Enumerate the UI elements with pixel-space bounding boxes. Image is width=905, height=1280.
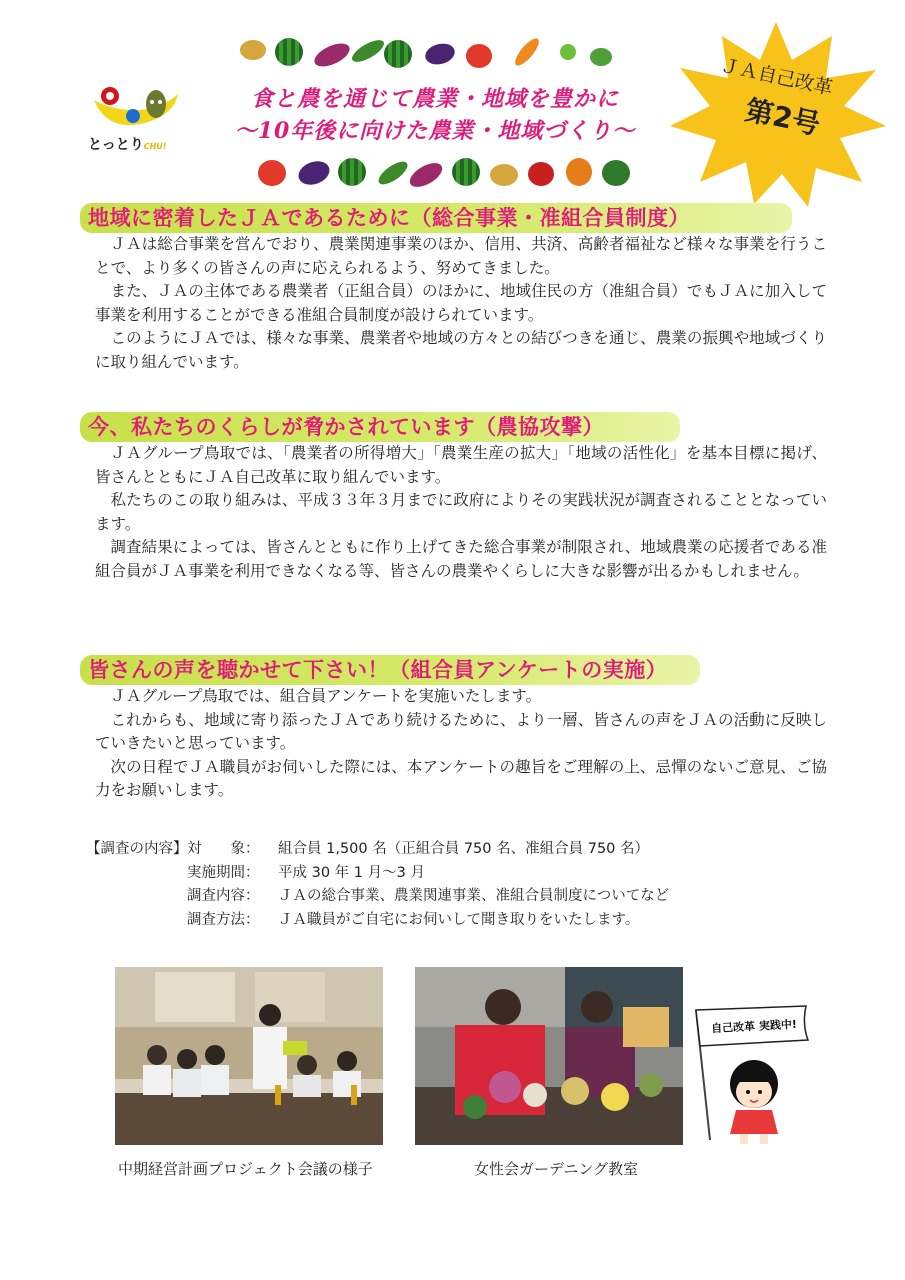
carrot-icon bbox=[511, 35, 542, 69]
photo-caption-gardening: 女性会ガーデニング教室 bbox=[474, 1160, 639, 1178]
survey-label: 調査内容： bbox=[187, 888, 260, 904]
survey-label: 対 象： bbox=[187, 841, 260, 857]
herb-icon bbox=[590, 48, 612, 66]
badge-issue-number: 第2号 bbox=[742, 93, 824, 142]
watermelon-icon bbox=[384, 40, 412, 68]
cucumber-icon bbox=[375, 158, 411, 189]
tottori-logo bbox=[88, 82, 183, 154]
section1-paragraph: また、ＪＡの主体である農業者（正組合員）のほかに、地域住民の方（准組合員）でもＪＡに加入して事業を利用することができる准組合員制度が設けられています。 bbox=[95, 282, 827, 324]
photo-gardening bbox=[415, 967, 683, 1145]
section3-heading: 皆さんの声を聴かせて下さい！（組合員アンケートの実施） bbox=[88, 658, 668, 682]
logo-text-jp: とっとり bbox=[88, 137, 144, 153]
survey-row bbox=[86, 885, 669, 909]
tomato-icon bbox=[258, 160, 286, 186]
survey-row bbox=[86, 862, 669, 886]
survey-value: 組合員 1,500 名（正組合員 750 名、准組合員 750 名） bbox=[278, 841, 650, 857]
survey-heading: 【調査の内容】 bbox=[86, 841, 188, 857]
section1-paragraph: このようにＪＡでは、様々な事業、農業者や地域の方々との結びつきを通じ、農業の振興や地域づくりに取り組んでいます。 bbox=[95, 329, 827, 371]
survey-label: 調査方法： bbox=[187, 911, 260, 928]
photo-meeting bbox=[115, 967, 383, 1145]
photo-caption-meeting: 中期経営計画プロジェクト会議の様子 bbox=[118, 1160, 373, 1178]
survey-details bbox=[86, 838, 669, 932]
eggplant-icon bbox=[295, 157, 333, 189]
section3-paragraph: 次の日程でＪＡ職員がお伺いした際には、本アンケートの趣旨をご理解の上、忌憚のないご意見、ご協力をお願いします。 bbox=[95, 757, 827, 799]
logo-text bbox=[88, 134, 166, 154]
mascot-flag-text: 自己改革 実践中! bbox=[710, 1017, 798, 1036]
section2-paragraph: 調査結果によっては、皆さんとともに作り上げてきた総合事業が制限され、地域農業の応援者である准組合員がＪＡ事業を利用できなくなる等、皆さんの農業やくらしに大きな影響が出るかもしれません。 bbox=[95, 538, 827, 580]
watermelon-icon bbox=[275, 38, 303, 66]
logo-text-en: CHU! bbox=[143, 142, 167, 151]
section2-body bbox=[95, 442, 827, 583]
page-title-line2: ～10年後に向けた農業・地域づくり～ bbox=[234, 118, 636, 144]
sweet-potato-icon bbox=[311, 39, 353, 71]
badge-line1: ＪＡ自己改革 bbox=[718, 54, 835, 100]
potato-icon bbox=[240, 40, 266, 60]
section2-paragraph: ＪＡグループ鳥取では、「農業者の所得増大」「農業生産の拡大」「地域の活性化」を基本目標に掲げ、皆さんとともにＪＡ自己改革に取り組んでいます。 bbox=[95, 444, 827, 486]
section1-body bbox=[95, 233, 827, 374]
eggplant-icon bbox=[423, 40, 457, 67]
survey-value: 平成 30 年 1 月～3 月 bbox=[278, 864, 425, 881]
broccoli-icon bbox=[602, 160, 630, 186]
survey-value: ＪＡの総合事業、農業関連事業、准組合員制度についてなど bbox=[278, 888, 670, 904]
section3-paragraph: ＪＡグループ鳥取では、組合員アンケートを実施いたします。 bbox=[110, 687, 542, 705]
section3-paragraph: これからも、地域に寄り添ったＪＡであり続けるために、より一層、皆さんの声をＪＡの活動に反映していきたいと思っています。 bbox=[95, 710, 827, 752]
survey-row bbox=[86, 909, 669, 933]
onion-icon bbox=[566, 158, 592, 186]
leaf-icon bbox=[560, 44, 576, 60]
mascot-girl-with-flag bbox=[688, 1000, 818, 1150]
section1-heading: 地域に密着したＪＡであるために（総合事業・准組合員制度） bbox=[88, 206, 690, 230]
tomato-icon bbox=[466, 44, 492, 68]
section1-paragraph: ＪＡは総合事業を営んでおり、農業関連事業のほか、信用、共済、高齢者福祉など様々な事業を行うことで、より多くの皆さんの声に応えられるよう、努めてきました。 bbox=[95, 235, 827, 277]
section2-paragraph: 私たちのこの取り組みは、平成３３年３月までに政府によりその実践状況が調査されることとなっています。 bbox=[95, 491, 827, 533]
section3-body bbox=[95, 685, 827, 803]
logo-mark-icon bbox=[88, 82, 183, 142]
survey-value: ＪＡ職員がご自宅にお伺いして聞き取りをいたします。 bbox=[278, 911, 640, 928]
cherry-tomato-icon bbox=[528, 162, 554, 186]
watermelon-icon bbox=[338, 158, 366, 186]
cucumber-icon bbox=[349, 36, 387, 66]
section2-heading: 今、私たちのくらしが脅かされています（農協攻撃） bbox=[88, 415, 604, 439]
potato-icon bbox=[490, 164, 518, 186]
survey-label: 実施期間： bbox=[187, 864, 260, 881]
sweet-potato-icon bbox=[406, 158, 446, 192]
watermelon-icon bbox=[452, 158, 480, 186]
survey-row bbox=[86, 838, 669, 862]
page-title-line1: 食と農を通じて農業・地域を豊かに bbox=[250, 86, 619, 112]
